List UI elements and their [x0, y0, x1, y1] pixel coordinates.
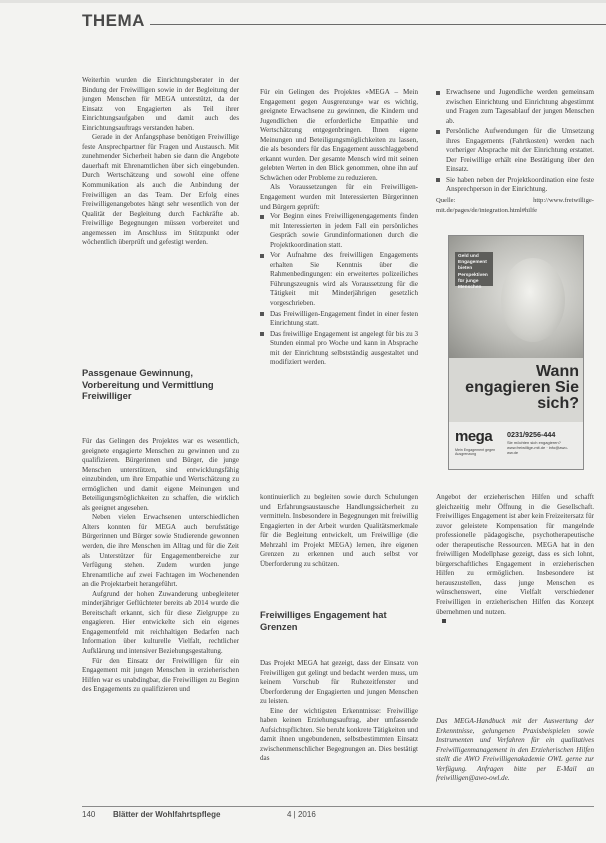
paragraph: Neben vielen Erwachsenen unterschiedlichen Alters konnten für MEGA auch berufstätige Bürgerinnen und Bürger sowie Studierende gewonnen werden, die ihre Menschen im Alltag und für die Zeit als Unterstützer für Engagementbereiche zur Verfügung stehen. Zudem wurden junge Ehrenamtliche auf zwei Fachtagen im Wochenenden an die Projektarbeit herangeführt.	[82, 513, 239, 589]
list-item: Vor Beginn eines Freiwilligenengagements finden mit Interessierten in jedem Fall ein persönliches Gespräch sowie Grundinformationen durch die Projektkoordination statt.	[260, 212, 418, 250]
page-number: 140	[82, 810, 96, 819]
paragraph: Als Voraussetzungen für ein Freiwilligen-Engagement wurden mit Interessierten Bürgerinnen und Bürgern geprüft:	[260, 183, 418, 211]
handbook-note	[436, 717, 594, 789]
header-rule	[150, 24, 606, 25]
list-item: Persönliche Aufwendungen für die Umsetzung ihres Engagements (Fahrtkosten) werden nach vorheriger Absprache mit der Einrichtung erstattet. Der Freiwillige erhält eine Bestätigung über den Einsatz.	[436, 127, 594, 175]
paragraph: Das MEGA-Handbuck mit der Auswertung der Erkenntnisse, gelungenen Praxisbeispielen sowie Instrumenten und Verfahren für ein qualitatives Freiwilligenmanagement in den Erzieherischen Hilfen stellt die AWO Freiwilligenakademie OWL gerne zur Verfügung. Anfragen bitte per E-Mail an freiwilligen@awo-owl.de.	[436, 717, 594, 783]
subheading-grenzen: Freiwilliges Engagement hat Grenzen	[260, 609, 387, 632]
paragraph: Angebot der erzieherischen Hilfen und schafft gleichzeitig mehr Öffnung in die Gesellschaft. Freiwilliges Engagement ist aber kein Freizeitersatz für zuvor geleistete Kompensation für mangelnde professionelle pädagogische, psychotherapeutische oder therapeutische Ressourcen. MEGA hat in den freiwilligen Modellphase gezeigt, dass es sich lohnt, bürgerschaftliches Engagement in erzieherischen Hilfen zu ermöglichen. Insbesondere ist herauszustellen, dass junge Menschen es wünschenswert, eine Vielfalt verschiedener Freiwilligen in erzieherischen Hilfen das Konzept übernehmen und nutzen.	[436, 493, 594, 616]
child-face-image	[501, 258, 565, 342]
ad-caption-box: Geld und Engagement bieten Perspektiven für junge Menschen	[455, 252, 493, 286]
page-header	[0, 0, 606, 40]
source-note: Quelle: http://www.freiwillige-mit.de/pages/de/integration.html#hilfe	[436, 197, 594, 214]
paragraph: Aufgrund der hohen Zuwanderung unbegleiteter minderjähriger Geflüchteter bereits ab 2014 wurde die Bereitschaft erkannt, sich für diese Zielgruppe zu engagieren. Hier entwickelte sich ein eigenes Engagementfeld mit reichhaltigen Bedarfen nach Information über kulturelle Vielfalt, rechtlicher Aufklärung und intensiver Beziehungsgestaltung.	[82, 589, 239, 656]
paragraph: Für das Gelingen des Projektes war es wesentlich, geeignete engagierte Menschen zu gewinnen und zu qualifizieren. Bürgerinnen und Bürger, die junge Menschen unterstützen, sind entwicklungsfähig einzubinden, um ihre Empathie und Wertschätzung zu ermöglichen und damit eigene Meinungen und Beteiligungsmöglichkeiten zu schaffen, die wirklich als geeignet angesehen.	[82, 437, 239, 512]
requirements-list-continued	[436, 88, 594, 195]
column-1-top	[82, 76, 239, 351]
paragraph: Für ein Gelingen des Projektes »MEGA – Mein Engagement gegen Ausgrenzung« war es wichtig, geeignete Erwachsene zu gewinnen, die Kindern und Jugendlichen die erforderliche Empathie und Wertschätzung entgegenbringen. Ihnen eigene Meinungen und Beteiligungsmöglichkeiten zu lassen, die als besonders für das Engagement ausschlaggebend erkannt wurden. Der gesamte Mensch wird mit seinen gelebten Werten in den Blick genommen, ohne ihn auf Schwächen oder Probleme zu reduzieren.	[260, 88, 418, 182]
list-item: Das freiwillige Engagement ist angelegt für bis zu 3 Stunden einmal pro Woche und kann in Absprache mit der Einrichtung selbstständig ausgestaltet und modifiziert werden.	[260, 330, 418, 368]
list-item: Erwachsene und Jugendliche werden gemeinsam zwischen Einrichtung und Einrichtung abgestimmt und Fragen zum Tagesablauf der jungen Menschen ab.	[436, 88, 594, 126]
footer-rule	[82, 806, 594, 807]
paragraph: Das Projekt MEGA hat gezeigt, dass der Einsatz von Freiwilligen gut gelingt und bedacht werden muss, um keinem Vorschub für Ruhezeitfenster und Überforderung der Engagierten und jungen Menschen zu leisten.	[260, 659, 418, 706]
paragraph: Eine der wichtigsten Erkenntnisse: Freiwillige haben keinen Erziehungsauftrag, aber umfassende Aufsichtspflichten. Sie beruht konkrete Tätigkeiten und damit ihnen ungebundenen, selbstbestimmten Einsatz zwischenmenschlicher Begegnungen an. Dies bestätigt das	[260, 706, 418, 763]
column-2-top	[260, 88, 418, 470]
paragraph: Für den Einsatz der Freiwilligen für ein Engagement mit jungen Menschen in erzieherischen Hilfen war es unabdingbar, die Freiwilligen zu Beginn des Engagements zu qualifizieren und	[82, 656, 239, 694]
issue-number: 4 | 2016	[287, 810, 316, 819]
requirements-list	[260, 212, 418, 368]
mega-advertisement	[448, 235, 584, 470]
column-3-bottom	[436, 493, 594, 713]
paragraph: kontinuierlich zu begleiten sowie durch Schulungen und Erfahrungsaustausche Handlungssicherheit zu vermitteln. Insbesondere in Begegnungen mit freiwillig Engagierten in der Arbeit wurden Qualitätsmerkmale für die Begleitung entwickelt, um Freiwillige (die Mehrzahl im Projekt MEGA) lernen, ihre eigenen Grenzen zu erkennen und auch selbst vor Überforderung zu schützen.	[260, 493, 418, 568]
subheading-gewinnung: Passgenaue Gewinnung, Vorbereitung und Vermittlung Freiwilliger	[82, 367, 214, 401]
list-item: Das Freiwilligen-Engagement findet in einer festen Einrichtung statt.	[260, 310, 418, 329]
mega-logo-subtitle: Mein Engagement gegen Ausgrenzung	[455, 448, 496, 457]
end-mark-icon	[442, 619, 446, 623]
ad-slogan: Wann engagieren Sie sich?	[465, 363, 579, 412]
list-item: Vor Aufnahme des freiwilligen Engagements erhalten Sie Kenntnis über die Rahmenbedingungen: ein erweitertes polizeiliches Führungszeugnis wird als Voraussetzung für die Tätigkeit mit Minderjährigen gesetzlich vorgeschrieben.	[260, 251, 418, 308]
ad-contact-info: Sie möchten sich engagieren? www.freiwillige-mit.de · info@awo-ww.de	[507, 440, 568, 455]
ad-phone-number: 0231/9256-444	[507, 430, 556, 439]
paragraph: Gerade in der Anfangsphase benötigen Freiwillige feste Ansprechpartner für Fragen und Austausch. Mit zunehmender Sicherheit haben sie dann die Angebote dauerhaft mit Ehrenamtlichen über sich eingebunden. Durch Wertschätzung und sowohl eine offene Kommunikation als auch die Anbindung der Freiwilligen an das Team. Der Erfolg eines Freiwilligenangebotes hängt sehr wesentlich von der Qualität der Begleitung durch Fachkräfte ab. Freiwillige Begegnungen müssen vorbereitet und angemessen im Anschluss im Stützpunkt oder wöchentlich überprüft und gefestigt werden.	[82, 133, 239, 247]
journal-name: Blätter der Wohlfahrtspflege	[113, 810, 221, 819]
mega-logo: mega	[455, 428, 493, 445]
column-1-bottom	[82, 437, 239, 789]
paragraph: Weiterhin wurden die Einrichtungsberater in der Bindung der Freiwilligen sowie in der Begleitung der jungen Menschen für MEGA unterstützt, da der Einsatz von Engagierten als Teil ihrer Einrichtungsaufgaben und damit auch des Einrichtungsauftrags verstanden haben.	[82, 76, 239, 132]
column-3-top	[436, 88, 594, 243]
top-border	[0, 0, 606, 3]
column-2-bottom	[260, 659, 418, 789]
section-title: THEMA	[82, 11, 145, 30]
list-item: Sie haben neben der Projektkoordination eine feste Ansprechperson in der Einrichtung.	[436, 176, 594, 195]
